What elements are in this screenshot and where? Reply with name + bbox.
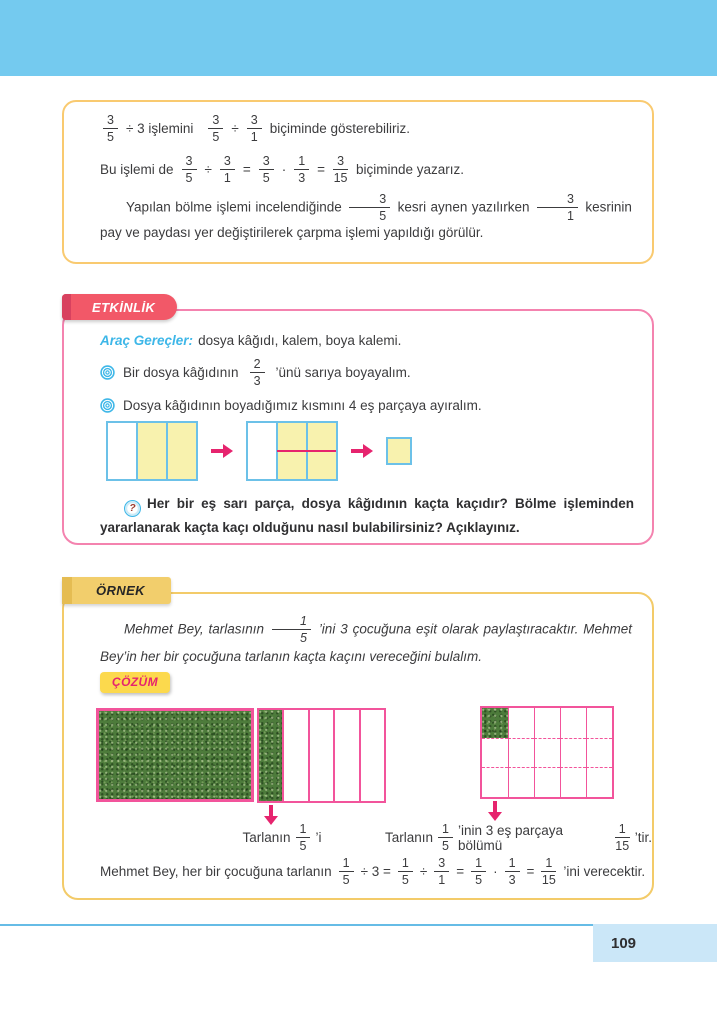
fraction: $\frac{3}{5}$: [208, 113, 223, 145]
operator: ·: [493, 864, 498, 880]
green-fifteenth-cell: [482, 708, 508, 738]
fraction: $\frac{1}{5}$: [471, 856, 486, 888]
field-fifths: [257, 708, 386, 803]
final-equation: Mehmet Bey, her bir çocuğuna tarlanın $\frac{1}{5}$ ÷ 3 = $\frac{1}{5}$ ÷ $\frac{3}{1}$ = $\frac{1}{5}$ · $\frac{1}{3}$ = $\frac{1}{15}$ ’ini verecektir.: [100, 856, 646, 888]
arrow-right-icon: [211, 444, 233, 458]
fraction: $\frac{3}{15}$: [333, 153, 348, 186]
page-number-box: [593, 924, 717, 962]
arrow-right-icon: [351, 444, 373, 458]
quarter-square: [386, 437, 412, 465]
fraction: $\frac{1}{15}$: [541, 856, 556, 888]
operator: =: [456, 864, 465, 880]
fraction: $\frac{1}{5}$: [296, 822, 311, 854]
tools-line: [100, 333, 634, 348]
equation-text: Bu işlemi de: [100, 162, 174, 178]
activity-step-1: Bir dosya kâğıdının $\frac{2}{3}$ ’ünü sarıya boyayalım.: [100, 357, 634, 389]
operator: =: [317, 162, 326, 178]
activity-question: [100, 493, 634, 539]
intro-paragraph: Yapılan bölme işlemi incelendiğinde $\frac{3}{5}$ kesri aynen yazılırken $\frac{3}{1}$ kesrinin pay ve paydası yer değiştirilerek çarpma işlemi yapıldığı görülür.: [100, 191, 632, 241]
fraction: $\frac{1}{3}$: [294, 154, 309, 186]
green-fifth-cell: [259, 710, 282, 801]
thirds-rectangle-split: [246, 421, 338, 481]
yellow-third-cell: [166, 423, 196, 479]
spiral-bullet-icon: [100, 398, 115, 413]
white-fifth-cell: [359, 710, 384, 801]
ornek-tab-label: ÖRNEK: [96, 583, 145, 598]
split-line: [277, 450, 336, 452]
equation-line-1: [100, 113, 632, 145]
equation-line-2: [100, 154, 632, 186]
footer-divider-line: [0, 924, 596, 926]
fraction: $\frac{1}{5}$: [272, 614, 311, 646]
fraction: $\frac{1}{3}$: [505, 856, 520, 888]
yellow-third-cell: [136, 423, 166, 479]
spiral-bullet-icon: [100, 365, 115, 380]
fraction: $\frac{3}{1}$: [434, 856, 449, 888]
etkinlik-box: [62, 309, 654, 545]
arrow-down-icon: [488, 801, 502, 821]
fraction: $\frac{3}{1}$: [220, 154, 235, 186]
fraction: $\frac{3}{1}$: [247, 113, 262, 145]
field-whole: [96, 708, 254, 802]
fraction: $\frac{3}{5}$: [349, 192, 390, 224]
white-third-cell: [108, 423, 136, 479]
question-text: Her bir eş sarı parça, dosya kâğıdının kaçta kaçıdır? Bölme işleminden yararlanarak kaçta kaçı olduğunu nasıl bulabilirsiniz? Açıklayınız.: [100, 495, 634, 535]
fraction: $\frac{3}{1}$: [537, 192, 578, 224]
operator: ÷: [231, 121, 239, 137]
etkinlik-tab-label: ETKİNLİK: [92, 299, 156, 315]
equation-text: biçiminde yazarız.: [356, 162, 465, 178]
page-header-bar: [0, 0, 717, 76]
white-third-cell: [248, 423, 276, 479]
caption-one-fifth: Tarlanın $\frac{1}{5}$ ’i: [242, 822, 322, 854]
thirds-rectangle: [106, 421, 198, 481]
fraction: $\frac{3}{5}$: [259, 154, 274, 186]
fraction: $\frac{1}{15}$: [615, 822, 630, 854]
problem-text: Mehmet Bey, tarlasının $\frac{1}{5}$ ’ini 3 çocuğuna eşit olarak paylaştıracaktır. Mehmet Bey’in her bir çocuğuna tarlanın kaçta kaçını vereceğini bulalım.: [100, 614, 632, 664]
fraction: $\frac{1}{5}$: [339, 856, 354, 888]
tools-label: Araç Gereçler:: [100, 333, 194, 348]
equation-text: biçiminde gösterebiliriz.: [269, 121, 411, 137]
equation-text: ÷ 3 işlemini: [125, 121, 194, 137]
fraction: $\frac{1}{5}$: [398, 856, 413, 888]
fraction: $\frac{1}{5}$: [438, 822, 453, 854]
white-fifth-cell: [333, 710, 358, 801]
field-fifteenths: [480, 706, 614, 799]
question-icon: ?: [124, 500, 141, 517]
fraction: $\frac{2}{3}$: [250, 357, 265, 389]
page-number: 109: [611, 934, 637, 952]
white-fifth-cell: [308, 710, 333, 801]
caption-one-fifteenth: Tarlanın $\frac{1}{5}$ ’inin 3 eş parçaya bölümü $\frac{1}{15}$ ’tir.: [385, 822, 652, 854]
fraction: $\frac{3}{5}$: [182, 154, 197, 186]
ornek-tab: [62, 577, 171, 604]
operator: ÷: [419, 864, 428, 880]
tools-text: dosya kâğıdı, kalem, boya kalemi.: [198, 333, 402, 348]
etkinlik-tab: [62, 294, 177, 320]
activity-step-2: Dosya kâğıdının boyadığımız kısmını 4 eş parçaya ayıralım.: [100, 398, 634, 413]
fraction: $\frac{3}{5}$: [103, 113, 118, 145]
operator: ÷: [204, 162, 212, 178]
white-fifth-cell: [282, 710, 307, 801]
cozum-badge: ÇÖZÜM: [100, 672, 170, 693]
activity-diagram: [106, 421, 634, 481]
operator: ·: [281, 162, 287, 178]
intro-box: [62, 100, 654, 264]
ornek-box: [62, 592, 654, 900]
operator: =: [526, 864, 535, 880]
operator: ÷ 3 =: [360, 864, 391, 880]
operator: =: [242, 162, 251, 178]
